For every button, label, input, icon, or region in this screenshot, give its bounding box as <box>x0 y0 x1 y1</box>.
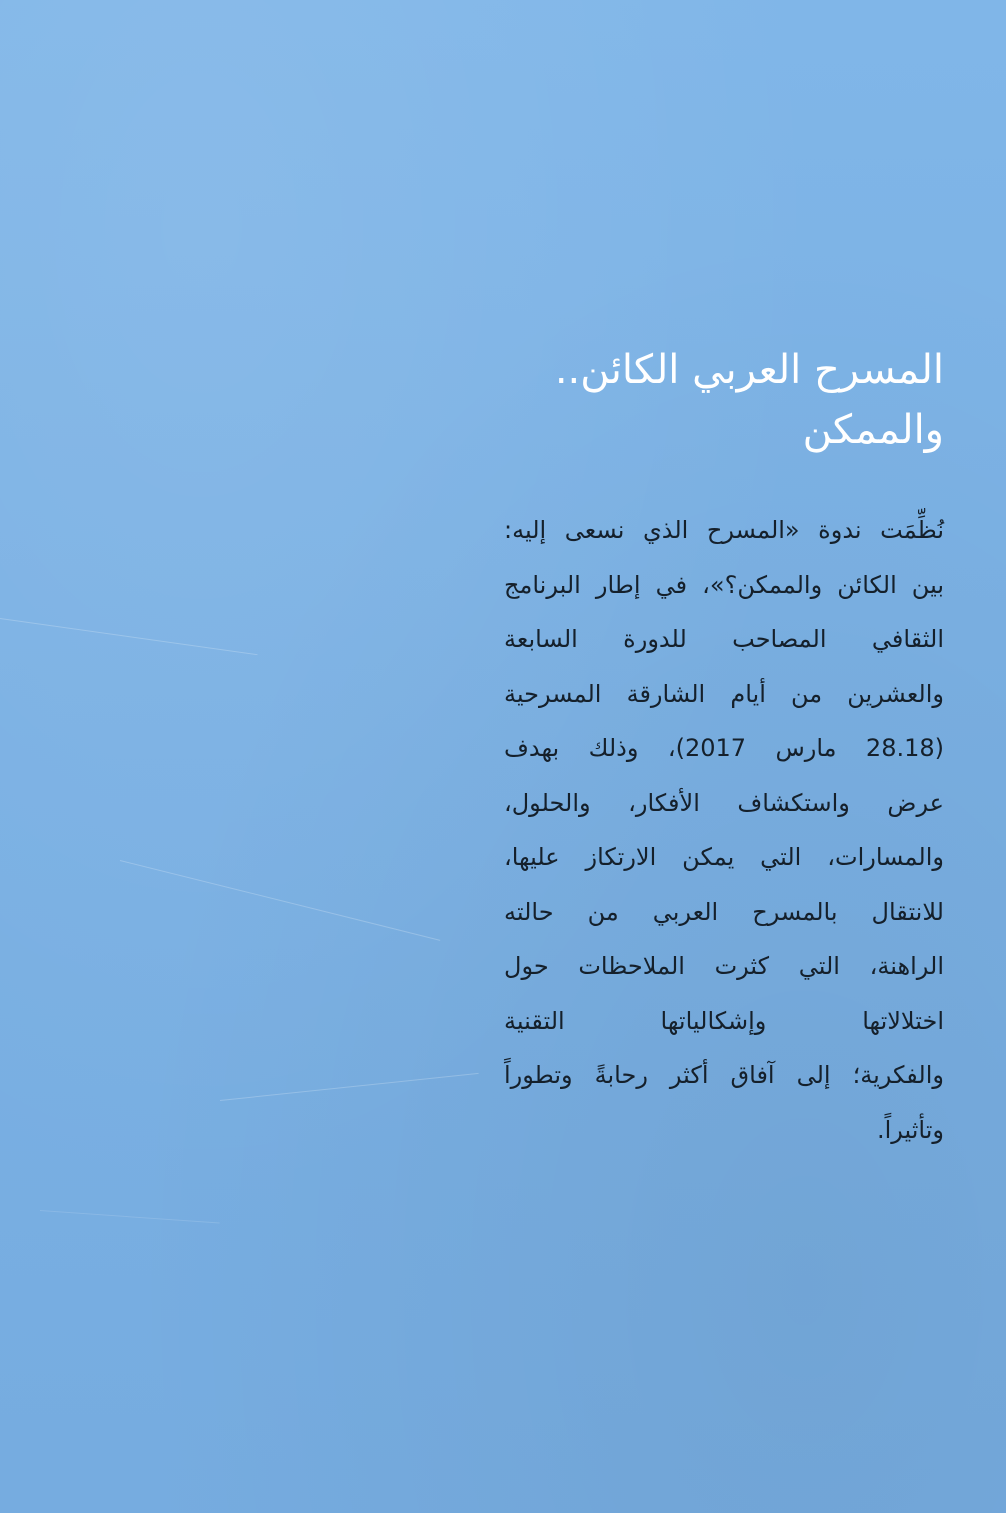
blurb-line: وتأثيراً. <box>876 1115 944 1144</box>
paper-crease <box>0 618 258 655</box>
paper-crease <box>220 1073 479 1101</box>
blurb-line: نُظِّمَت ندوة «المسرح الذي نسعى إليه: <box>504 516 944 544</box>
blurb-line: والمسارات، التي يمكن الارتكاز عليها، <box>504 843 944 871</box>
blurb-line: بين الكائن والممكن؟»، في إطار البرنامج <box>504 570 944 599</box>
blurb-paragraph <box>504 503 944 1157</box>
blurb-line: عرض واستكشاف الأفكار، والحلول، <box>504 788 944 817</box>
blurb-line: الثقافي المصاحب للدورة السابعة <box>504 625 944 653</box>
cover-title <box>384 340 944 460</box>
blurb-line: (28.18 مارس 2017)، وذلك بهدف <box>504 734 945 762</box>
blurb-line: والعشرين من أيام الشارقة المسرحية <box>504 679 944 708</box>
cover-title-line-1: المسرح العربي الكائن.. <box>554 347 944 393</box>
blurb-line: للانتقال بالمسرح العربي من حالته <box>504 897 944 926</box>
blurb-line: اختلالاتها وإشكالياتها التقنية <box>504 1006 944 1035</box>
paper-crease <box>120 860 440 941</box>
blurb-line: والفكرية؛ إلى آفاق أكثر رحابةً وتطوراً <box>504 1061 944 1089</box>
paper-crease <box>40 1210 220 1224</box>
blurb-line: الراهنة، التي كثرت الملاحظات حول <box>504 952 944 980</box>
cover-title-line-2: والممكن <box>802 407 944 453</box>
